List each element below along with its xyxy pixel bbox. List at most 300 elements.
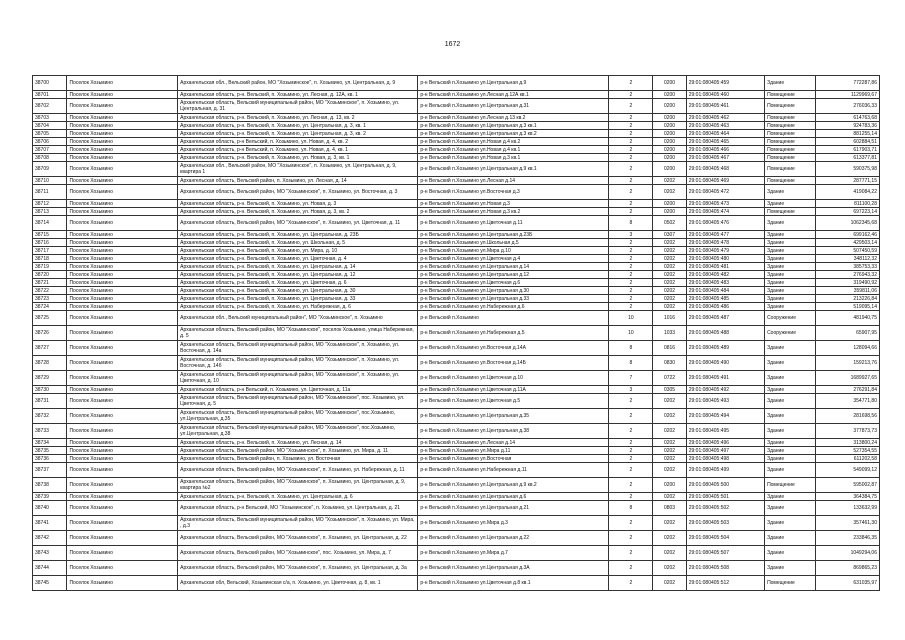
table-row <box>33 493 880 501</box>
group-code-cell: 2 <box>609 439 653 447</box>
cadastral-value-cell: 869865,23 <box>816 561 880 576</box>
locality-cell: Поселок Хозьмино <box>67 531 178 546</box>
group-code-cell: 2 <box>609 287 653 295</box>
short-address-cell: р-н Вельский п.Хозьмино ул.Мира д.7 <box>418 546 609 561</box>
row-number-cell: 38736 <box>33 455 67 463</box>
row-number-cell: 38700 <box>33 76 67 91</box>
registry-table-body <box>33 76 880 591</box>
cadastral-number-cell: 29:01:080405:495 <box>686 424 764 439</box>
full-address-cell: Архангельская обл., Вельский район, МО "Хозьминское", п. Хозьмино, ул. Центральная, д. 9 <box>178 76 418 91</box>
short-address-cell: р-н Вельский п.Хозьмино ул.Центральная д.35 <box>418 409 609 424</box>
locality-cell: Поселок Хозьмино <box>67 447 178 455</box>
table-row <box>33 162 880 177</box>
full-address-cell: Архангельская область, Вельский район, п. Хозьмино, ул. Лесная, д. 14 <box>178 177 418 185</box>
object-type-cell: Помещение <box>765 208 816 216</box>
locality-cell: Поселок Хозьмино <box>67 177 178 185</box>
group-code-cell: 2 <box>609 546 653 561</box>
row-number-cell: 38702 <box>33 99 67 114</box>
cadastral-number-cell: 29:01:080405:476 <box>686 216 764 231</box>
cadastral-number-cell: 29:01:080405:467 <box>686 154 764 162</box>
object-type-cell: Помещение <box>765 91 816 99</box>
locality-cell: Поселок Хозьмино <box>67 91 178 99</box>
short-address-cell: р-н Вельский п.Хозьмино ул.Центральная д.31 <box>418 99 609 114</box>
row-number-cell: 38704 <box>33 122 67 130</box>
cadastral-number-cell: 29:01:080405:498 <box>686 455 764 463</box>
locality-cell: Поселок Хозьмино <box>67 561 178 576</box>
cadastral-number-cell: 29:01:080405:483 <box>686 279 764 287</box>
cadastral-number-cell: 29:01:080405:484 <box>686 287 764 295</box>
cadastral-value-cell: 549099,12 <box>816 463 880 478</box>
type-code-cell: 0202 <box>653 516 686 531</box>
type-code-cell: 0202 <box>653 409 686 424</box>
cadastral-value-cell: 281698,56 <box>816 409 880 424</box>
row-number-cell: 38724 <box>33 303 67 311</box>
locality-cell: Поселок Хозьмино <box>67 162 178 177</box>
locality-cell: Поселок Хозьмино <box>67 371 178 386</box>
type-code-cell: 0803 <box>653 501 686 516</box>
object-type-cell: Здание <box>765 279 816 287</box>
short-address-cell: р-н Вельский п.Хозьмино ул.Набережная д.6 <box>418 303 609 311</box>
group-code-cell: 2 <box>609 455 653 463</box>
table-row <box>33 271 880 279</box>
object-type-cell: Здание <box>765 531 816 546</box>
locality-cell: Поселок Хозьмино <box>67 287 178 295</box>
full-address-cell: Архангельская область, р-н. Вельский, п. Хозьмино, ул. Цветочная, д. 4 <box>178 255 418 263</box>
group-code-cell: 2 <box>609 303 653 311</box>
locality-cell: Поселок Хозьмино <box>67 263 178 271</box>
locality-cell: Поселок Хозьмино <box>67 114 178 122</box>
full-address-cell: Архангельская область, Вельский район, МО "Хозьминское", п. Хозьмино, ул. Набережная, д. 11 <box>178 463 418 478</box>
cadastral-value-cell: 924783,36 <box>816 122 880 130</box>
table-row <box>33 263 880 271</box>
full-address-cell: Архангельская область, Вельский район, МО "Хозьминское", поселок Хозьмино, улица Набережная, д. 5 <box>178 326 418 341</box>
cadastral-value-cell: 481940,75 <box>816 311 880 326</box>
type-code-cell: 0202 <box>653 263 686 271</box>
row-number-cell: 38710 <box>33 177 67 185</box>
short-address-cell: р-н Вельский п.Хозьмино ул.Восточная д.3 <box>418 185 609 200</box>
cadastral-number-cell: 29:01:080405:504 <box>686 531 764 546</box>
type-code-cell: 0202 <box>653 439 686 447</box>
cadastral-number-cell: 29:01:080405:491 <box>686 371 764 386</box>
cadastral-value-cell: 133632,99 <box>816 501 880 516</box>
cadastral-value-cell: 590375,98 <box>816 162 880 177</box>
object-type-cell: Здание <box>765 394 816 409</box>
table-row <box>33 303 880 311</box>
cadastral-value-cell: 377873,73 <box>816 424 880 439</box>
row-number-cell: 38729 <box>33 371 67 386</box>
cadastral-value-cell: 213226,84 <box>816 295 880 303</box>
row-number-cell: 38735 <box>33 447 67 455</box>
row-number-cell: 38725 <box>33 311 67 326</box>
table-row <box>33 247 880 255</box>
short-address-cell: р-н Вельский п.Хозьмино ул.Центральная д.3 кв.2 <box>418 130 609 138</box>
cadastral-number-cell: 29:01:080405:462 <box>686 114 764 122</box>
cadastral-value-cell: 276943,32 <box>816 271 880 279</box>
group-code-cell: 8 <box>609 216 653 231</box>
short-address-cell: р-н Вельский п.Хозьмино ул.Центральная д.3 кв.1 <box>418 122 609 130</box>
row-number-cell: 38730 <box>33 386 67 394</box>
locality-cell: Поселок Хозьмино <box>67 247 178 255</box>
object-type-cell: Здание <box>765 216 816 231</box>
full-address-cell: Архангельская область, р-н. Вельский, п. Хозьмино, ул. Центральная, д. 33 <box>178 295 418 303</box>
object-type-cell: Здание <box>765 263 816 271</box>
locality-cell: Поселок Хозьмино <box>67 208 178 216</box>
short-address-cell: р-н Вельский п.Хозьмино ул.Центральная д.38 <box>418 424 609 439</box>
group-code-cell: 2 <box>609 247 653 255</box>
short-address-cell: р-н Вельский п.Хозьмино ул.Центральная д.6 <box>418 493 609 501</box>
table-row <box>33 371 880 386</box>
short-address-cell: р-н Вельский п.Хозьмино ул.Цветочная д.4 <box>418 255 609 263</box>
locality-cell: Поселок Хозьмино <box>67 409 178 424</box>
group-code-cell: 2 <box>609 531 653 546</box>
group-code-cell: 2 <box>609 114 653 122</box>
type-code-cell: 0200 <box>653 478 686 493</box>
object-type-cell: Помещение <box>765 576 816 591</box>
cadastral-number-cell: 29:01:080405:488 <box>686 326 764 341</box>
locality-cell: Поселок Хозьмино <box>67 185 178 200</box>
locality-cell: Поселок Хозьмино <box>67 463 178 478</box>
table-row <box>33 130 880 138</box>
full-address-cell: Архангельская область, р-н. Вельский, п. Хозьмино, ул. Центральная, д. 23Б <box>178 231 418 239</box>
row-number-cell: 38745 <box>33 576 67 591</box>
type-code-cell: 0202 <box>653 177 686 185</box>
short-address-cell: р-н Вельский п.Хозьмино ул.Лесная д.14 <box>418 177 609 185</box>
type-code-cell: 0202 <box>653 455 686 463</box>
cadastral-number-cell: 29:01:080405:503 <box>686 516 764 531</box>
group-code-cell: 3 <box>609 386 653 394</box>
group-code-cell: 3 <box>609 231 653 239</box>
full-address-cell: Архангельская область, Вельский муниципальный район, МО "Хозьминское", п. Хозьмино, ул. Восточная, д. 14а <box>178 341 418 356</box>
row-number-cell: 38708 <box>33 154 67 162</box>
cadastral-number-cell: 29:01:080405:481 <box>686 263 764 271</box>
group-code-cell: 2 <box>609 394 653 409</box>
table-row <box>33 455 880 463</box>
short-address-cell: р-н Вельский п.Хозьмино ул.Новая д.4 кв.2 <box>418 138 609 146</box>
full-address-cell: Архангельская область, р-н. Вельский, п. Хозьмино, ул. Центральная, д. 12 <box>178 271 418 279</box>
table-row <box>33 208 880 216</box>
short-address-cell: р-н Вельский п.Хозьмино ул.Восточная д.14А <box>418 341 609 356</box>
group-code-cell: 2 <box>609 138 653 146</box>
group-code-cell: 8 <box>609 341 653 356</box>
table-row <box>33 295 880 303</box>
table-row <box>33 114 880 122</box>
group-code-cell: 2 <box>609 493 653 501</box>
cadastral-number-cell: 29:01:080405:480 <box>686 255 764 263</box>
table-row <box>33 76 880 91</box>
cadastral-number-cell: 29:01:080405:501 <box>686 493 764 501</box>
type-code-cell: 0202 <box>653 394 686 409</box>
cadastral-value-cell: 348112,32 <box>816 255 880 263</box>
type-code-cell: 0202 <box>653 303 686 311</box>
short-address-cell: р-н Вельский п.Хозьмино ул.Центральная д.14 <box>418 263 609 271</box>
type-code-cell: 0200 <box>653 146 686 154</box>
type-code-cell: 0830 <box>653 356 686 371</box>
row-number-cell: 38741 <box>33 516 67 531</box>
cadastral-number-cell: 29:01:080405:465 <box>686 138 764 146</box>
cadastral-number-cell: 29:01:080405:512 <box>686 576 764 591</box>
table-row <box>33 200 880 208</box>
short-address-cell: р-н Вельский п.Хозьмино ул.Мира д.3 <box>418 516 609 531</box>
object-type-cell: Сооружение <box>765 311 816 326</box>
short-address-cell: р-н Вельский п.Хозьмино ул.Новая д.3 кв.2 <box>418 208 609 216</box>
group-code-cell: 2 <box>609 130 653 138</box>
group-code-cell: 2 <box>609 424 653 439</box>
table-row <box>33 138 880 146</box>
locality-cell: Поселок Хозьмино <box>67 255 178 263</box>
cadastral-number-cell: 29:01:080405:485 <box>686 295 764 303</box>
type-code-cell: 0200 <box>653 114 686 122</box>
type-code-cell: 0200 <box>653 76 686 91</box>
object-type-cell: Сооружение <box>765 326 816 341</box>
table-row <box>33 447 880 455</box>
cadastral-value-cell: 811100,28 <box>816 200 880 208</box>
cadastral-value-cell: 881255,14 <box>816 130 880 138</box>
row-number-cell: 38716 <box>33 239 67 247</box>
type-code-cell: 0202 <box>653 287 686 295</box>
type-code-cell: 0202 <box>653 255 686 263</box>
object-type-cell: Помещение <box>765 114 816 122</box>
object-type-cell: Здание <box>765 546 816 561</box>
short-address-cell: р-н Вельский п.Хозьмино ул.Цветочная д.10 <box>418 371 609 386</box>
object-type-cell: Помещение <box>765 162 816 177</box>
full-address-cell: Архангельская область, р-н Вельский, МО "Хозьминское", п. Хозьмино, ул. Центральная, д. 21 <box>178 501 418 516</box>
group-code-cell: 2 <box>609 177 653 185</box>
group-code-cell: 2 <box>609 279 653 287</box>
full-address-cell: Архангельская область, р-н. Вельский, п. Хозьмино, ул. Мира, д. 10 <box>178 247 418 255</box>
cadastral-number-cell: 29:01:080405:490 <box>686 356 764 371</box>
type-code-cell: 0202 <box>653 279 686 287</box>
cadastral-value-cell: 595002,87 <box>816 478 880 493</box>
locality-cell: Поселок Хозьмино <box>67 122 178 130</box>
cadastral-value-cell: 354771,80 <box>816 394 880 409</box>
cadastral-value-cell: 631035,97 <box>816 576 880 591</box>
row-number-cell: 38727 <box>33 341 67 356</box>
row-number-cell: 38732 <box>33 409 67 424</box>
cadastral-number-cell: 29:01:080405:460 <box>686 91 764 99</box>
type-code-cell: 0202 <box>653 247 686 255</box>
object-type-cell: Здание <box>765 303 816 311</box>
object-type-cell: Здание <box>765 295 816 303</box>
type-code-cell: 0202 <box>653 546 686 561</box>
row-number-cell: 38715 <box>33 231 67 239</box>
object-type-cell: Здание <box>765 287 816 295</box>
type-code-cell: 0200 <box>653 130 686 138</box>
cadastral-value-cell: 159213,76 <box>816 356 880 371</box>
type-code-cell: 0502 <box>653 216 686 231</box>
cadastral-value-cell: 617903,71 <box>816 146 880 154</box>
row-number-cell: 38721 <box>33 279 67 287</box>
full-address-cell: Архангельская область, Вельский муниципальный район, МО "Хозьминское", п. Хозьмино, ул. Цветочная, д. 10 <box>178 371 418 386</box>
object-type-cell: Здание <box>765 561 816 576</box>
short-address-cell: р-н Вельский п.Хозьмино ул.Центральная д.23Б <box>418 231 609 239</box>
full-address-cell: Архангельская область, р-н. Вельский, п. Хозьмино, ул. Центральная, д. 3, кв. 2 <box>178 130 418 138</box>
type-code-cell: 0722 <box>653 371 686 386</box>
type-code-cell: 0816 <box>653 341 686 356</box>
short-address-cell: р-н Вельский п.Хозьмино ул.Цветочная д.8 кв.1 <box>418 576 609 591</box>
type-code-cell: 0200 <box>653 154 686 162</box>
type-code-cell: 1033 <box>653 326 686 341</box>
row-number-cell: 38703 <box>33 114 67 122</box>
group-code-cell: 10 <box>609 326 653 341</box>
row-number-cell: 38714 <box>33 216 67 231</box>
locality-cell: Поселок Хозьмино <box>67 138 178 146</box>
cadastral-number-cell: 29:01:080405:478 <box>686 239 764 247</box>
cadastral-value-cell: 276036,33 <box>816 99 880 114</box>
group-code-cell: 2 <box>609 99 653 114</box>
table-row <box>33 531 880 546</box>
type-code-cell: 0200 <box>653 138 686 146</box>
short-address-cell: р-н Вельский п.Хозьмино ул.Центральная д.22 <box>418 531 609 546</box>
full-address-cell: Архангельская область, Вельский район, МО "Хозьминское", п. Хозьмино, ул. Восточная, д. 3 <box>178 185 418 200</box>
table-row <box>33 231 880 239</box>
object-type-cell: Помещение <box>765 177 816 185</box>
short-address-cell: р-н Вельский п.Хозьмино ул.Лесная д.13 кв.2 <box>418 114 609 122</box>
full-address-cell: Архангельская обл, Вельский, Хозьминская с/а, п. Хозьмино, ул. Цветочная, д. 8, кв. 1 <box>178 576 418 591</box>
type-code-cell: 0200 <box>653 200 686 208</box>
table-row <box>33 146 880 154</box>
locality-cell: Поселок Хозьмино <box>67 231 178 239</box>
locality-cell: Поселок Хозьмино <box>67 516 178 531</box>
table-row <box>33 463 880 478</box>
group-code-cell: 2 <box>609 447 653 455</box>
object-type-cell: Помещение <box>765 99 816 114</box>
short-address-cell: р-н Вельский п.Хозьмино ул.Мира д.11 <box>418 447 609 455</box>
row-number-cell: 38705 <box>33 130 67 138</box>
locality-cell: Поселок Хозьмино <box>67 356 178 371</box>
cadastral-number-cell: 29:01:080405:497 <box>686 447 764 455</box>
table-row <box>33 561 880 576</box>
short-address-cell: р-н Вельский п.Хозьмино ул.Центральная д.3А <box>418 561 609 576</box>
object-type-cell: Помещение <box>765 146 816 154</box>
locality-cell: Поселок Хозьмино <box>67 200 178 208</box>
short-address-cell: р-н Вельский п.Хозьмино ул.Школьная д.5 <box>418 239 609 247</box>
cadastral-number-cell: 29:01:080405:492 <box>686 386 764 394</box>
object-type-cell: Здание <box>765 455 816 463</box>
group-code-cell: 8 <box>609 501 653 516</box>
table-row <box>33 501 880 516</box>
type-code-cell: 0202 <box>653 447 686 455</box>
short-address-cell: р-н Вельский п.Хозьмино <box>418 311 609 326</box>
row-number-cell: 38744 <box>33 561 67 576</box>
table-row <box>33 394 880 409</box>
type-code-cell: 0202 <box>653 295 686 303</box>
cadastral-value-cell: 276291,84 <box>816 386 880 394</box>
short-address-cell: р-н Вельский п.Хозьмино ул.Центральная д.9 <box>418 76 609 91</box>
cadastral-value-cell: 1689927,65 <box>816 371 880 386</box>
object-type-cell: Помещение <box>765 130 816 138</box>
full-address-cell: Архангельская область, р-н Вельский, п. Хозьмино, ул. Цветочная, д. 11а <box>178 386 418 394</box>
cadastral-value-cell: 1049294,06 <box>816 546 880 561</box>
row-number-cell: 38720 <box>33 271 67 279</box>
locality-cell: Поселок Хозьмино <box>67 130 178 138</box>
group-code-cell: 2 <box>609 200 653 208</box>
object-type-cell: Здание <box>765 185 816 200</box>
object-type-cell: Здание <box>765 371 816 386</box>
locality-cell: Поселок Хозьмино <box>67 146 178 154</box>
row-number-cell: 38722 <box>33 287 67 295</box>
full-address-cell: Архангельская обл., Вельский район, МО "Хозьминское", п. Хозьмино, ул. Центральная, д. 9, квартира 1 <box>178 162 418 177</box>
full-address-cell: Архангельская область, Вельский район, МО "Хозьминское", п. Хозьмино, ул. Центральная, д. 22 <box>178 531 418 546</box>
table-row <box>33 439 880 447</box>
locality-cell: Поселок Хозьмино <box>67 216 178 231</box>
locality-cell: Поселок Хозьмино <box>67 394 178 409</box>
row-number-cell: 38719 <box>33 263 67 271</box>
locality-cell: Поселок Хозьмино <box>67 76 178 91</box>
full-address-cell: Архангельская область, р-н. Вельский, п. Хозьмино, ул. Новая, д. 3 <box>178 200 418 208</box>
cadastral-number-cell: 29:01:080405:500 <box>686 478 764 493</box>
full-address-cell: Архангельская обл., Вельский муниципальный район", МО "Хозьминское", п. Хозьмино <box>178 311 418 326</box>
full-address-cell: Архангельская область, Вельский муниципальный район, МО "Хозьминское", п. Хозьмино, ул. Восточная, д. 14б <box>178 356 418 371</box>
object-type-cell: Здание <box>765 247 816 255</box>
row-number-cell: 38738 <box>33 478 67 493</box>
cadastral-number-cell: 29:01:080405:487 <box>686 311 764 326</box>
object-type-cell: Здание <box>765 424 816 439</box>
full-address-cell: Архангельская область, р-н Вельский, п. Хозьмино, ул. Новая, д. 4, кв. 2 <box>178 138 418 146</box>
type-code-cell: 0200 <box>653 162 686 177</box>
cadastral-value-cell: 772287,86 <box>816 76 880 91</box>
locality-cell: Поселок Хозьмино <box>67 439 178 447</box>
group-code-cell: 2 <box>609 122 653 130</box>
row-number-cell: 38709 <box>33 162 67 177</box>
cadastral-number-cell: 29:01:080405:468 <box>686 162 764 177</box>
object-type-cell: Помещение <box>765 138 816 146</box>
cadastral-value-cell: 527354,55 <box>816 447 880 455</box>
row-number-cell: 38733 <box>33 424 67 439</box>
cadastral-number-cell: 29:01:080405:507 <box>686 546 764 561</box>
full-address-cell: Архангельская область, Вельский муниципальный район, МО "Хозьминское", пос. Хозьмино, ул. Цветочная, д. 5 <box>178 394 418 409</box>
short-address-cell: р-н Вельский п.Хозьмино ул.Центральная д.33 <box>418 295 609 303</box>
group-code-cell: 7 <box>609 371 653 386</box>
group-code-cell: 10 <box>609 311 653 326</box>
group-code-cell: 2 <box>609 146 653 154</box>
short-address-cell: р-н Вельский п.Хозьмино ул.Восточная д.14Б <box>418 356 609 371</box>
cadastral-value-cell: 364384,75 <box>816 493 880 501</box>
table-row <box>33 185 880 200</box>
full-address-cell: Архангельская область, р-н. Вельский, п. Хозьмино, ул. Центральная, д. 30 <box>178 287 418 295</box>
row-number-cell: 38711 <box>33 185 67 200</box>
type-code-cell: 0200 <box>653 208 686 216</box>
cadastral-number-cell: 29:01:080405:463 <box>686 122 764 130</box>
object-type-cell: Здание <box>765 341 816 356</box>
locality-cell: Поселок Хозьмино <box>67 341 178 356</box>
object-type-cell: Помещение <box>765 478 816 493</box>
cadastral-value-cell: 419084,22 <box>816 185 880 200</box>
group-code-cell: 2 <box>609 295 653 303</box>
type-code-cell: 0202 <box>653 185 686 200</box>
type-code-cell: 0202 <box>653 424 686 439</box>
full-address-cell: Архангельская область, р-н. Вельский, п. Хозьмино, ул. Набережная, д. 6 <box>178 303 418 311</box>
group-code-cell: 2 <box>609 576 653 591</box>
type-code-cell: 0202 <box>653 271 686 279</box>
type-code-cell: 0200 <box>653 91 686 99</box>
cadastral-value-cell: 1129969,67 <box>816 91 880 99</box>
table-row <box>33 326 880 341</box>
row-number-cell: 38712 <box>33 200 67 208</box>
full-address-cell: Архангельская область, Вельский район, п. Хозьмино, ул. Восточная <box>178 455 418 463</box>
locality-cell: Поселок Хозьмино <box>67 546 178 561</box>
short-address-cell: р-н Вельский п.Хозьмино ул.Центральная д.12 <box>418 271 609 279</box>
table-row <box>33 311 880 326</box>
cadastral-value-cell: 613377,81 <box>816 154 880 162</box>
table-row <box>33 239 880 247</box>
type-code-cell: 0202 <box>653 531 686 546</box>
locality-cell: Поселок Хозьмино <box>67 303 178 311</box>
type-code-cell: 0202 <box>653 561 686 576</box>
full-address-cell: Архангельская область, р-н. Вельский, п. Хозьмино, ул. Цветочная, д. 6 <box>178 279 418 287</box>
row-number-cell: 38726 <box>33 326 67 341</box>
object-type-cell: Здание <box>765 463 816 478</box>
short-address-cell: р-н Вельский п.Хозьмино ул.Новая д.3 кв.1 <box>418 154 609 162</box>
